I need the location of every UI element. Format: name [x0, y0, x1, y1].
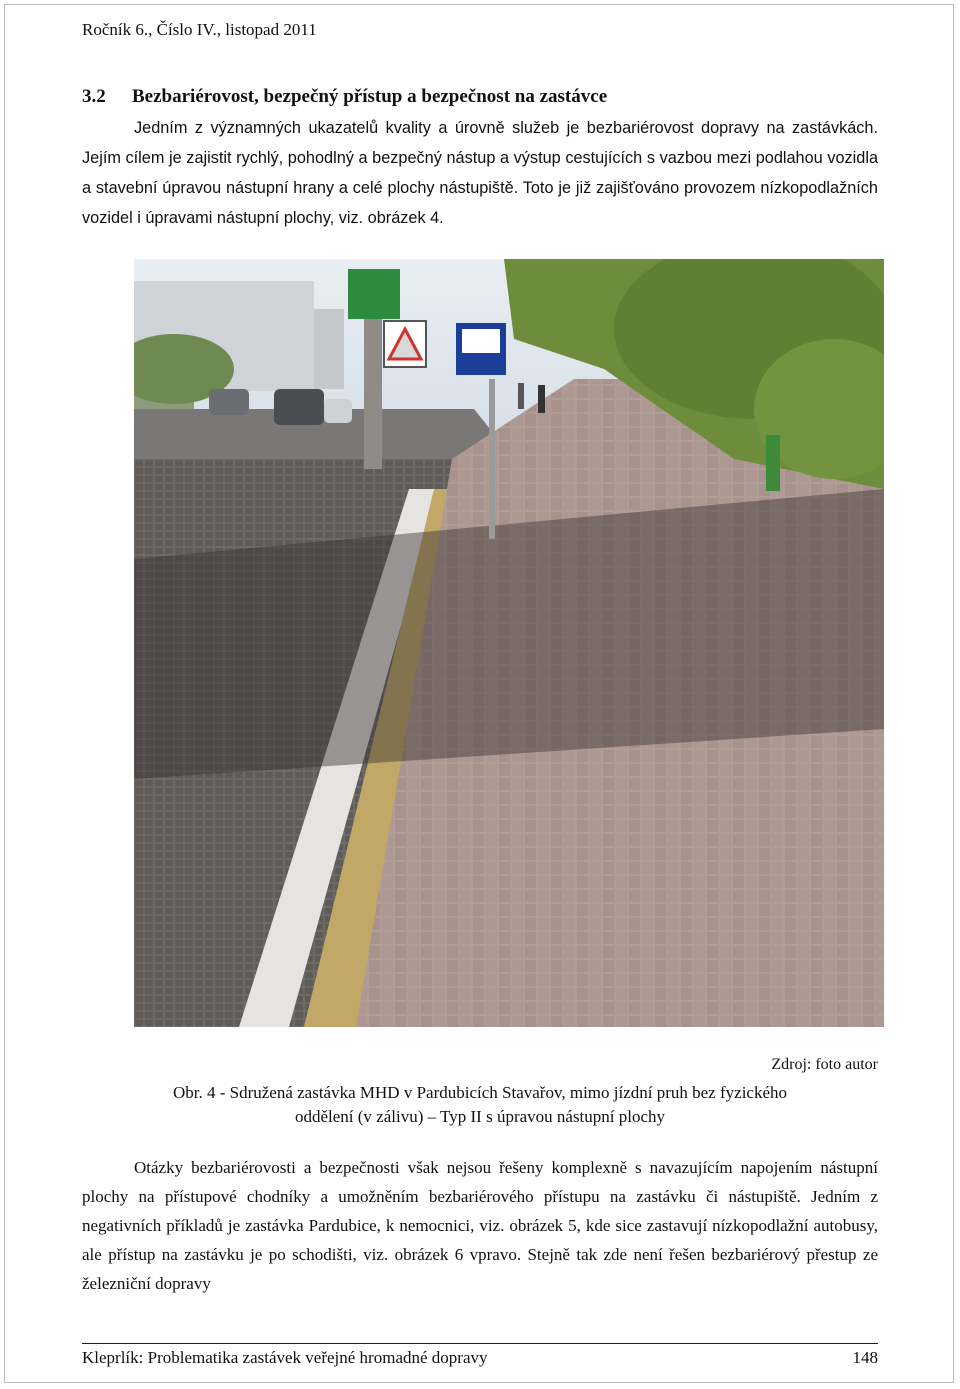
footer-divider: [82, 1343, 878, 1344]
bus-stop-photo: [134, 259, 884, 1027]
issue-header: Ročník 6., Číslo IV., listopad 2011: [82, 20, 317, 39]
paragraph-intro: Jedním z významných ukazatelů kvality a úrovně služeb je bezbariérovost dopravy na zastávkách. Jejím cílem je zajistit rychlý, pohodlný a bezpečný nástup a výstup cestujících s vazbou mezi podlahou vozidla a stavební úpravou nástupní hrany a celé plochy nástupiště. Toto je již zajišťováno provozem nízkopodlažních vozidel i úpravami nástupní plochy, viz. obrázek 4.: [82, 119, 878, 227]
section-heading: [82, 86, 882, 108]
figure-caption: [100, 1081, 860, 1129]
caption-line-1: Obr. 4 - Sdružená zastávka MHD v Pardubicích Stavařov, mimo jízdní pruh bez fyzického: [172, 1083, 788, 1102]
caption-line-2: oddělení (v zálivu) – Typ II s úpravou nástupní plochy: [294, 1107, 666, 1126]
section-number: 3.2: [82, 86, 106, 107]
figure-source: Zdroj: foto autor: [771, 1056, 878, 1073]
paragraph-accessibility: Otázky bezbariérovosti a bezpečnosti však nejsou řešeny komplexně s navazujícím napojením nástupní plochy na přístupové chodníky a umožněním bezbariérového přístupu na zastávku či nástupiště. Jedním z negativních příkladů je zastávka Pardubice, k nemocnici, viz. obrázek 5, kde sice zastavují nízkopodlažní autobusy, ale přístup na zastávku je po schodišti, viz. obrázek 6 vpravo. Stejně tak zde není řešen bezbariérový přestup ze železniční dopravy: [82, 1158, 878, 1293]
footer-title: Kleprlík: Problematika zastávek veřejné hromadné dopravy: [82, 1348, 488, 1367]
section-title: Bezbariérovost, bezpečný přístup a bezpečnost na zastávce: [132, 86, 608, 107]
page-number: 148: [852, 1348, 878, 1367]
